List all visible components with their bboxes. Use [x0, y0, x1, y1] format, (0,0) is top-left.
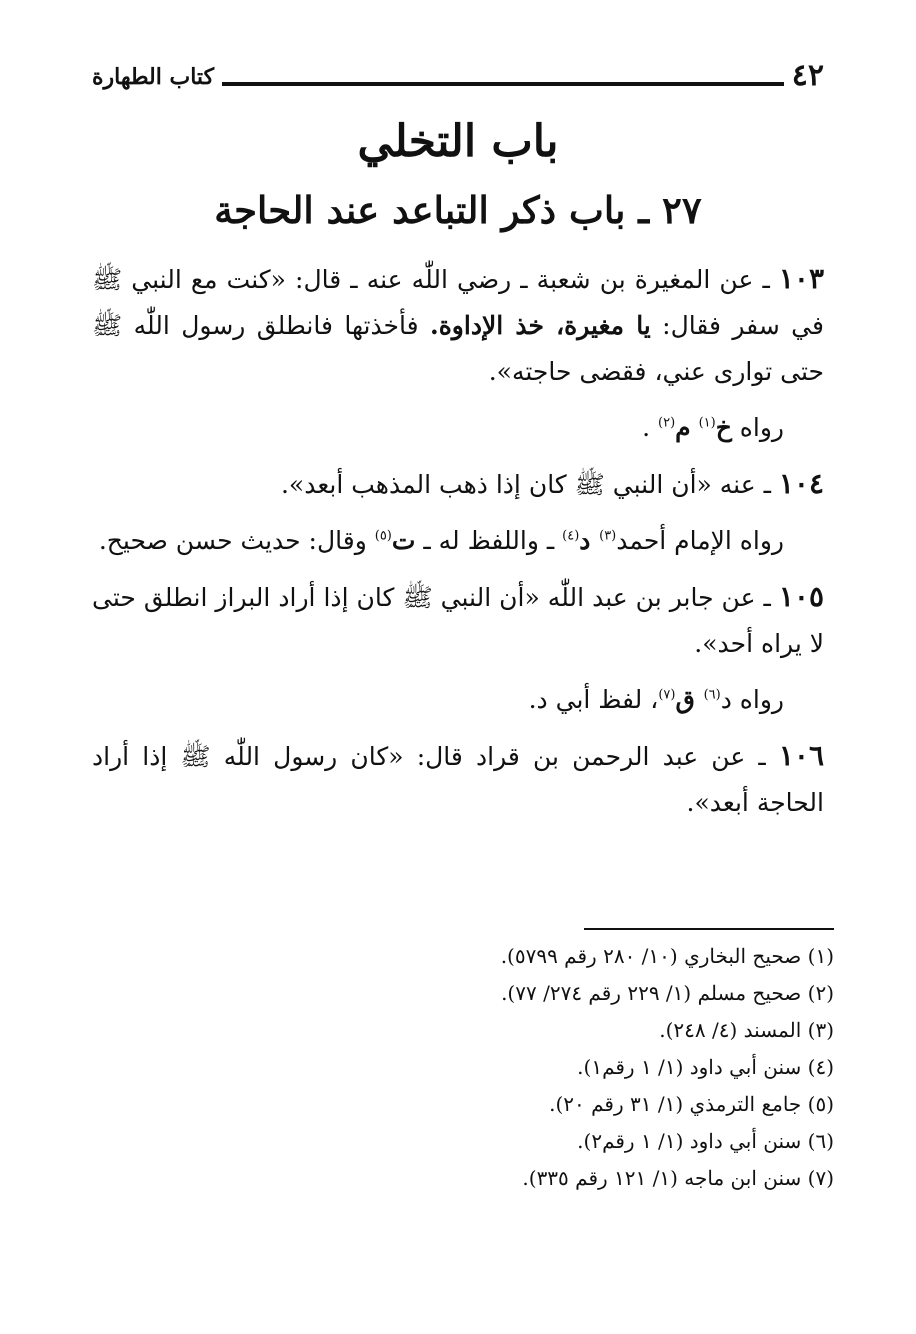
- hadith-text: ـ عن جابر بن عبد اللّٰه «أن النبي ﷺ كان إذا أراد البراز انطلق حتى لا يراه أحد».: [92, 583, 824, 658]
- footnote-ref: (٧): [658, 687, 676, 703]
- footnote-ref: (٦): [703, 687, 721, 703]
- source-text: رواه الإمام أحمد: [616, 526, 784, 555]
- running-header: [92, 58, 824, 98]
- section-title: ٢٧ ـ باب ذكر التباعد عند الحاجة: [214, 188, 702, 232]
- source-abbrev: ق: [675, 685, 704, 714]
- footnote-ref: (٥): [374, 528, 392, 544]
- source-text: وقال: حديث حسن صحيح.: [98, 526, 375, 555]
- hadith-104: [92, 461, 824, 508]
- source-abbrev: م: [675, 413, 691, 442]
- footnote-rule: [584, 928, 834, 930]
- footnote: (٤) سنن أبي داود (١/ ١ رقم١).: [577, 1055, 834, 1079]
- chapter-title: باب التخلي: [357, 116, 559, 167]
- footnotes: [92, 938, 834, 1197]
- footnote: (١) صحيح البخاري (١٠/ ٢٨٠ رقم ٥٧٩٩).: [500, 944, 834, 968]
- hadith-105: [92, 574, 824, 667]
- page-number: ٤٢: [791, 58, 824, 93]
- hadith-103: [92, 256, 824, 395]
- hadith-number: ١٠٤: [778, 467, 824, 500]
- body-text: [92, 256, 824, 836]
- footnote-ref: (١): [698, 415, 716, 431]
- source-text: ـ واللفظ له ـ: [415, 526, 563, 555]
- footnote: (٢) صحيح مسلم (١/ ٢٢٩ رقم ٢٧٤/ ٧٧).: [501, 981, 834, 1005]
- footnote: (٣) المسند (٤/ ٢٤٨).: [659, 1018, 834, 1042]
- hadith-text-cont: فأخذتها فانطلق رسول اللّٰه ﷺ حتى توارى عني، فقضى حاجته».: [92, 311, 824, 386]
- footnote-ref: (٢): [658, 415, 676, 431]
- hadith-text: ـ عن عبد الرحمن بن قراد قال: «كان رسول اللّٰه ﷺ إذا أراد الحاجة أبعد».: [92, 742, 824, 817]
- footnote-ref: (٤): [562, 528, 580, 544]
- hadith-number: ١٠٣: [778, 262, 824, 295]
- source-abbrev: ت: [391, 526, 416, 555]
- hadith-104-source: [92, 518, 824, 564]
- running-title: كتاب الطهارة: [92, 64, 215, 90]
- header-rule: [222, 82, 784, 86]
- footnote: (٥) جامع الترمذي (١/ ٣١ رقم ٢٠).: [549, 1092, 834, 1116]
- footnote: (٦) سنن أبي داود (١/ ١ رقم٢).: [577, 1129, 834, 1153]
- source-text: رواه د: [720, 685, 784, 714]
- footnote-ref: (٣): [599, 528, 617, 544]
- source-abbrev: خ: [715, 413, 732, 442]
- hadith-text: ـ عن المغيرة بن شعبة ـ رضي اللّٰه عنه ـ قال: «كنت مع النبي ﷺ في سفر فقال:: [92, 265, 824, 340]
- hadith-number: ١٠٥: [778, 580, 824, 613]
- hadith-number: ١٠٦: [778, 739, 824, 772]
- source-suffix: .: [642, 413, 658, 442]
- hadith-quote-bold: يا مغيرة، خذ الإداوة.: [430, 311, 651, 340]
- hadith-103-source: [92, 405, 824, 451]
- hadith-106: [92, 733, 824, 826]
- source-text: ، لفظ أبي د.: [528, 685, 659, 714]
- hadith-105-source: [92, 677, 824, 723]
- source-abbrev: د: [579, 526, 600, 555]
- hadith-text: ـ عنه «أن النبي ﷺ كان إذا ذهب المذهب أبعد».: [280, 470, 779, 499]
- source-prefix: رواه: [731, 413, 784, 442]
- footnote: (٧) سنن ابن ماجه (١/ ١٢١ رقم ٣٣٥).: [522, 1166, 834, 1190]
